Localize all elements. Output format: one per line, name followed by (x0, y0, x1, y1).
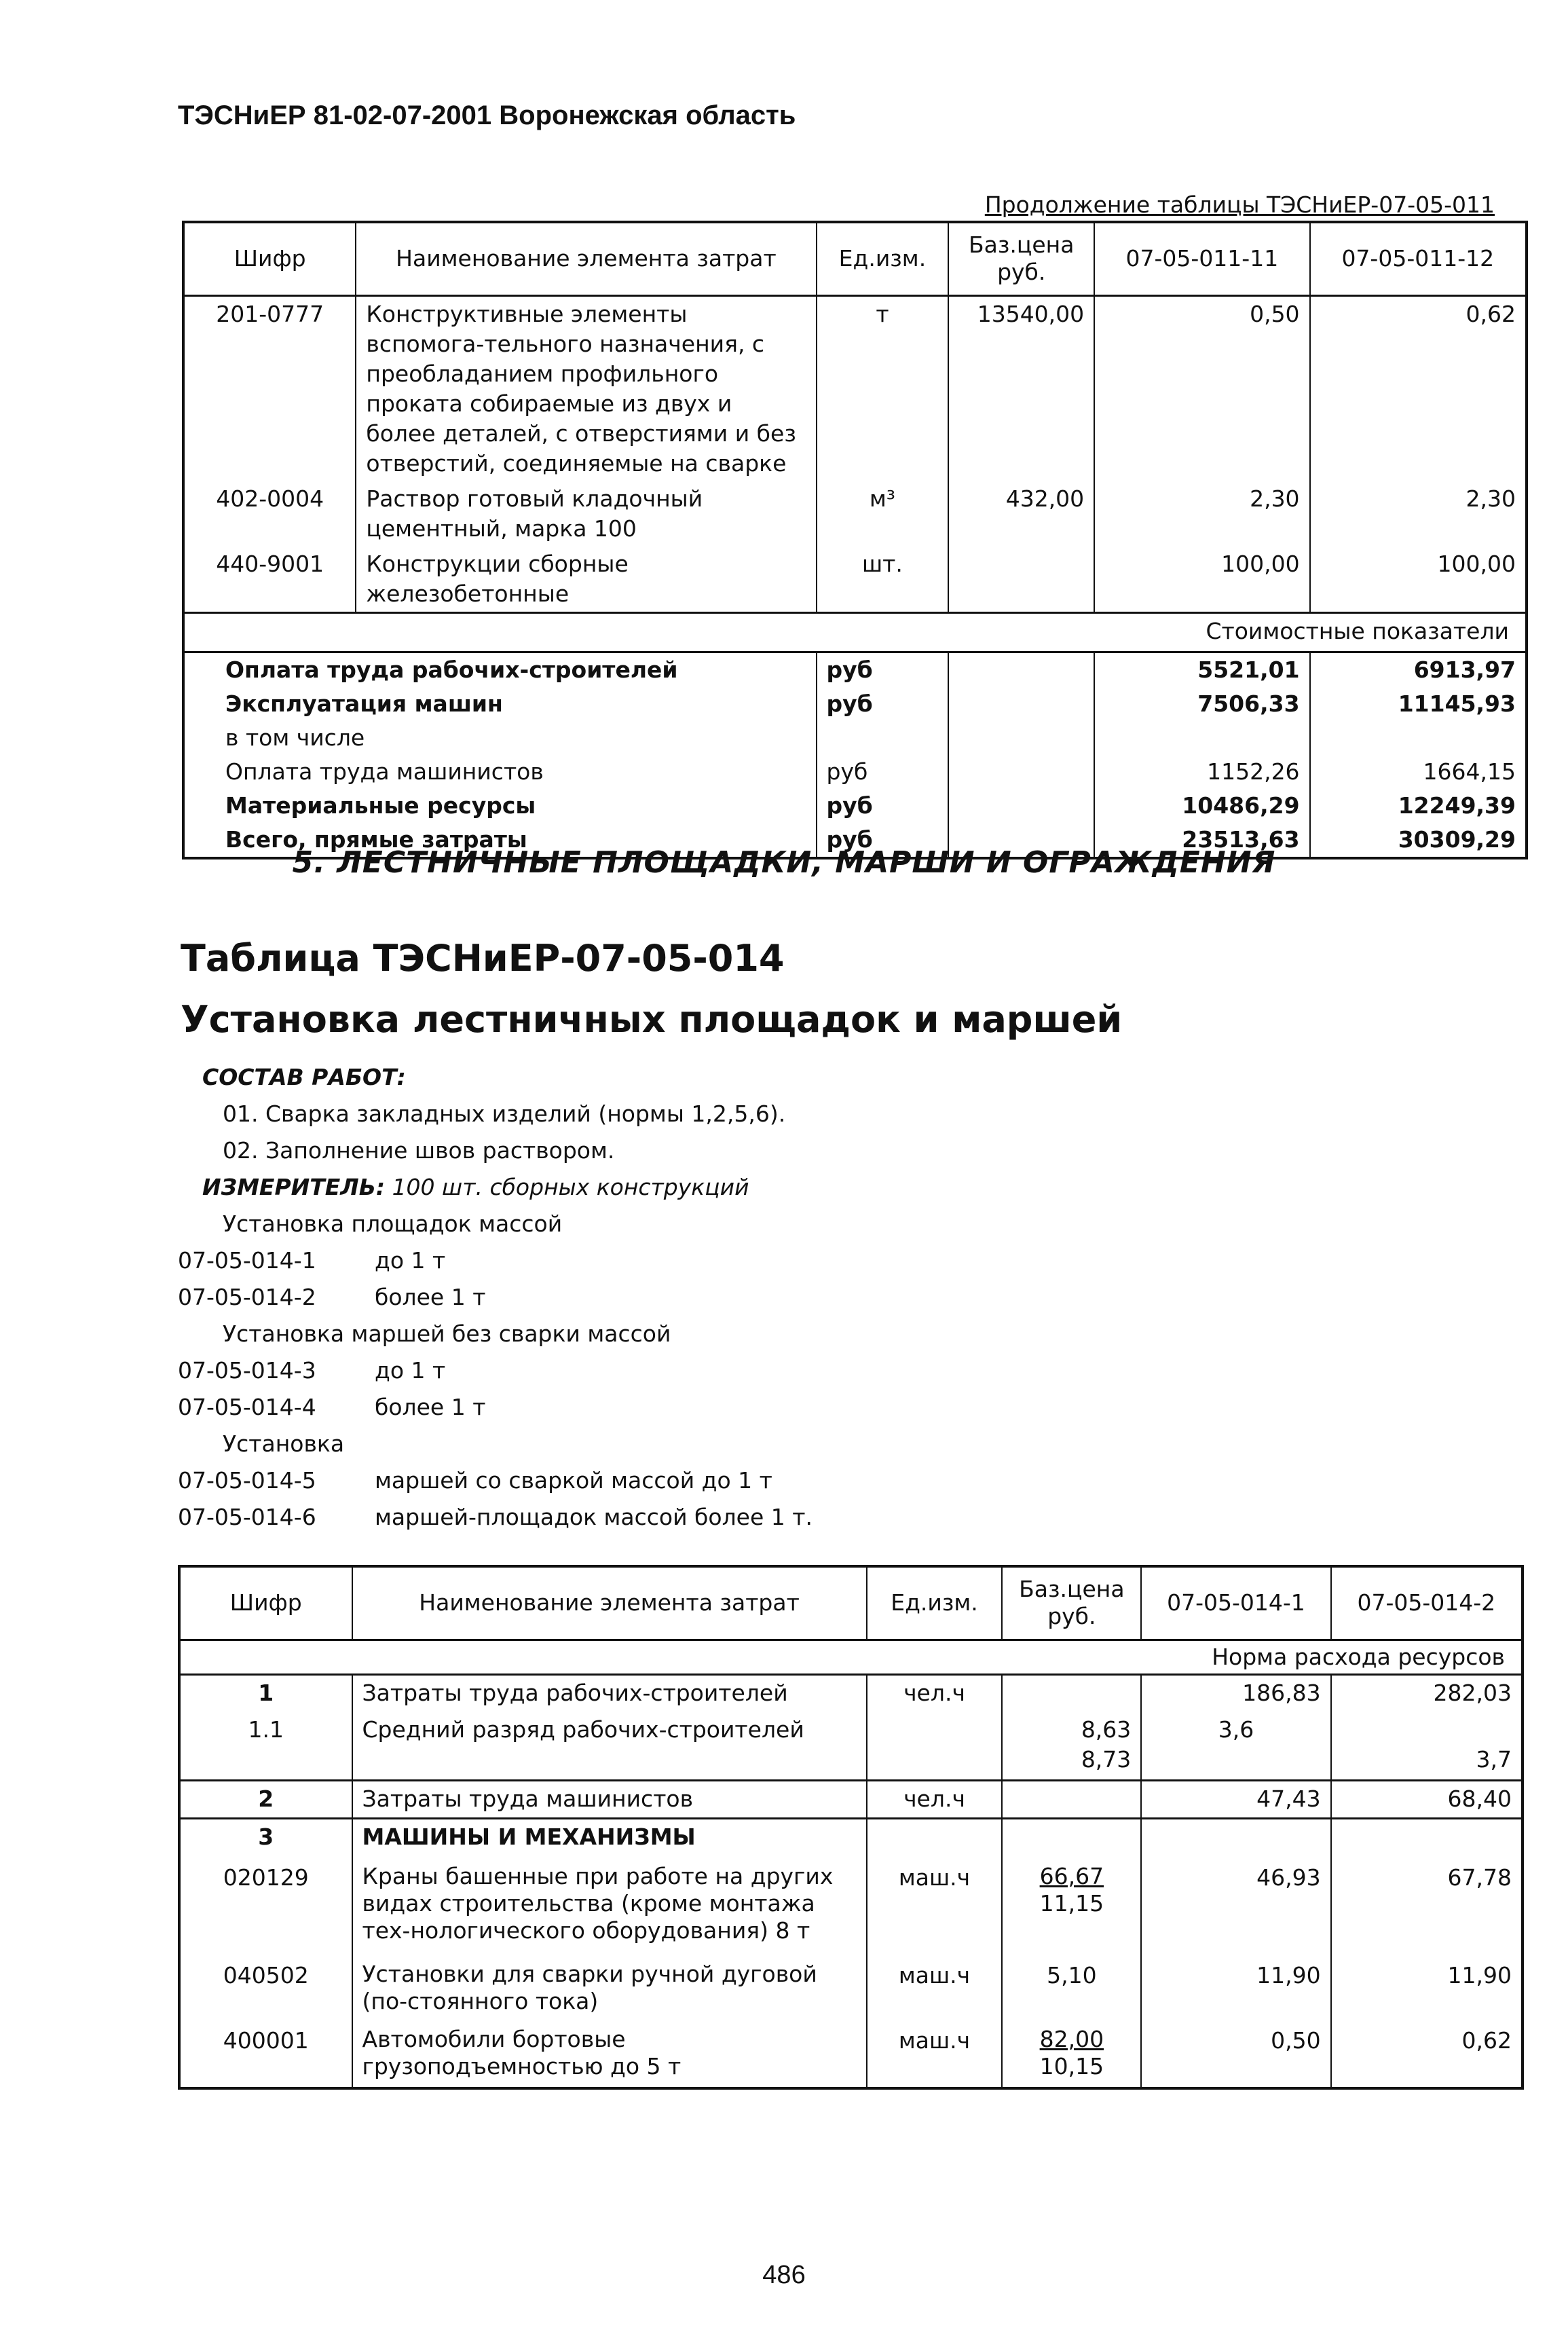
cost-name: Оплата труда рабочих-строителей (183, 652, 817, 687)
row-unit: маш.ч (867, 1958, 1003, 2023)
row-name: Затраты труда рабочих-строителей (352, 1674, 867, 1712)
row-code: 400001 (179, 2023, 352, 2088)
cost-value-1: 23513,63 (1094, 823, 1309, 858)
row-value-1: 0,50 (1094, 295, 1309, 481)
meter-label: ИЗМЕРИТЕЛЬ: (202, 1174, 386, 1200)
work-composition-label: СОСТАВ РАБОТ: (202, 1064, 406, 1090)
cost-name: Материальные ресурсы (183, 789, 817, 823)
row-value-1: 46,93 (1141, 1860, 1330, 1958)
row-price-b: 11,15 (1039, 1890, 1104, 1917)
row-name: Средний разряд рабочих-строителей (352, 1712, 867, 1780)
col-price: Баз.цена руб. (948, 222, 1094, 295)
cost-name: Оплата труда машинистов (183, 755, 817, 789)
cost-unit: руб (817, 652, 949, 687)
cost-value-1: 1152,26 (1094, 755, 1309, 789)
group-label: Установка площадок массой (223, 1210, 563, 1237)
cost-value-2: 1664,15 (1310, 755, 1527, 789)
row-value-1: 2,30 (1094, 481, 1309, 547)
row-name: Установки для сварки ручной дуговой (по-стоянного тока) (352, 1958, 867, 2023)
col-code: Шифр (183, 222, 356, 295)
row-value-2: 282,03 (1331, 1674, 1523, 1712)
cost-value-1: 10486,29 (1094, 789, 1309, 823)
row-value-1: 47,43 (1141, 1780, 1330, 1818)
norm-text: до 1 т (375, 1357, 446, 1384)
row-value-1: 100,00 (1094, 547, 1309, 613)
table-row (183, 547, 1527, 613)
norm-text: более 1 т (375, 1284, 486, 1310)
row-name: Конструкции сборные железобетонные (356, 547, 816, 613)
row-price-b: 8,73 (1081, 1746, 1132, 1773)
row-value-1: 3,6 (1218, 1716, 1254, 1743)
table-row (183, 295, 1527, 481)
cost-name: Всего, прямые затраты (183, 823, 817, 858)
row-code: 201-0777 (183, 295, 356, 481)
norm-code: 07-05-014-2 (178, 1284, 316, 1310)
cost-value-1: 5521,01 (1094, 652, 1309, 687)
table-row (179, 1712, 1523, 1780)
table-row (179, 1780, 1523, 1818)
work-description (178, 1059, 813, 1536)
cost-value-2 (1310, 721, 1527, 755)
cost-unit: руб (817, 687, 949, 721)
norm-text: более 1 т (375, 1394, 486, 1420)
row-value-2: 0,62 (1310, 295, 1527, 481)
row-name: Автомобили бортовые грузоподъемностью до 5 т (352, 2023, 867, 2088)
row-price: 13540,00 (948, 295, 1094, 481)
norm-code: 07-05-014-3 (178, 1357, 316, 1384)
row-price: 432,00 (948, 481, 1094, 547)
row-price-a: 66,67 (1039, 1863, 1104, 1889)
row-code: 440-9001 (183, 547, 356, 613)
row-unit: маш.ч (867, 1860, 1003, 1958)
row-value-1: 11,90 (1141, 1958, 1330, 2023)
table-row (183, 721, 1527, 755)
section-title: 5. ЛЕСТНИЧНЫЕ ПЛОЩАДКИ, МАРШИ И ОГРАЖДЕНИЯ (292, 845, 1276, 880)
group-label: Установка маршей без сварки массой (223, 1320, 671, 1347)
norm-code: 07-05-014-5 (178, 1467, 316, 1494)
cost-name: в том числе (183, 721, 817, 755)
cost-value-2: 6913,97 (1310, 652, 1527, 687)
row-code: 020129 (179, 1860, 352, 1958)
row-code: 1 (179, 1674, 352, 1712)
row-code: 3 (179, 1818, 352, 1860)
row-value-2: 68,40 (1331, 1780, 1523, 1818)
col-norm-1: 07-05-014-1 (1141, 1566, 1330, 1640)
col-code: Шифр (179, 1566, 352, 1640)
row-value-2: 0,62 (1331, 2023, 1523, 2088)
table-row (179, 1674, 1523, 1712)
page-number: 486 (762, 2261, 806, 2289)
row-value-2: 3,7 (1476, 1746, 1512, 1773)
col-norm-12: 07-05-011-12 (1310, 222, 1527, 295)
table-row (179, 1958, 1523, 2023)
row-value-1: 186,83 (1141, 1674, 1330, 1712)
col-unit: Ед.изм. (867, 1566, 1003, 1640)
table-row (183, 687, 1527, 721)
col-name: Наименование элемента затрат (356, 222, 816, 295)
norm-code: 07-05-014-6 (178, 1504, 316, 1530)
row-price-a: 82,00 (1039, 2026, 1104, 2052)
row-value-1: 0,50 (1141, 2023, 1330, 2088)
row-name: МАШИНЫ И МЕХАНИЗМЫ (352, 1818, 867, 1860)
row-unit: м³ (817, 481, 949, 547)
row-code: 040502 (179, 1958, 352, 2023)
row-price (1002, 1674, 1141, 1712)
section-label: Стоимостные показатели (183, 612, 1527, 652)
section-label: Норма расхода ресурсов (179, 1640, 1523, 1674)
table-row (183, 652, 1527, 687)
row-price-b: 10,15 (1039, 2053, 1104, 2079)
cost-name: Эксплуатация машин (183, 687, 817, 721)
cost-unit: руб (817, 823, 949, 858)
cost-unit: руб (817, 755, 949, 789)
col-name: Наименование элемента затрат (352, 1566, 867, 1640)
row-price: 5,10 (1002, 1958, 1141, 2023)
resource-table-014 (178, 1565, 1524, 2090)
row-unit: маш.ч (867, 2023, 1003, 2088)
cost-value-2: 11145,93 (1310, 687, 1527, 721)
meter-value: 100 шт. сборных конструкций (392, 1174, 749, 1200)
cost-value-1: 7506,33 (1094, 687, 1309, 721)
row-name: Краны башенные при работе на других видах строительства (кроме монтажа тех-нологического оборудования) 8 т (352, 1860, 867, 1958)
row-value-2: 11,90 (1331, 1958, 1523, 2023)
cost-unit: руб (817, 789, 949, 823)
norm-text: маршей-площадок массой более 1 т. (375, 1504, 813, 1530)
row-value-2: 67,78 (1331, 1860, 1523, 1958)
table-row (183, 789, 1527, 823)
row-name: Затраты труда машинистов (352, 1780, 867, 1818)
table-row (179, 1860, 1523, 1958)
cost-table-011 (182, 221, 1528, 859)
group-label: Установка (223, 1430, 345, 1457)
row-name: Раствор готовый кладочный цементный, марка 100 (356, 481, 816, 547)
table-row (179, 1818, 1523, 1860)
row-code: 402-0004 (183, 481, 356, 547)
col-price: Баз.цена руб. (1002, 1566, 1141, 1640)
row-name: Конструктивные элементы вспомога-тельного назначения, с преобладанием профильного проката собираемые из двух и более деталей, с отверстиями и без отверстий, соединяемые на сварке (356, 295, 816, 481)
row-unit: чел.ч (867, 1674, 1003, 1712)
row-value-2: 100,00 (1310, 547, 1527, 613)
col-norm-11: 07-05-011-11 (1094, 222, 1309, 295)
table-subtitle: Установка лестничных площадок и маршей (181, 998, 1123, 1041)
col-unit: Ед.изм. (817, 222, 949, 295)
cost-value-1 (1094, 721, 1309, 755)
row-price (948, 547, 1094, 613)
table-continuation-note: Продолжение таблицы ТЭСНиЕР-07-05-011 (984, 191, 1495, 218)
row-unit: т (817, 295, 949, 481)
cost-value-2: 12249,39 (1310, 789, 1527, 823)
work-item: 02. Заполнение швов раствором. (223, 1137, 615, 1164)
row-value-2: 2,30 (1310, 481, 1527, 547)
table-title: Таблица ТЭСНиЕР-07-05-014 (181, 937, 785, 980)
cost-value-2: 30309,29 (1310, 823, 1527, 858)
table-row (183, 481, 1527, 547)
cost-unit (817, 721, 949, 755)
document-header: ТЭСНиЕР 81-02-07-2001 Воронежская область (178, 100, 796, 130)
table-row (183, 755, 1527, 789)
norm-text: до 1 т (375, 1247, 446, 1274)
col-norm-2: 07-05-014-2 (1331, 1566, 1523, 1640)
row-code: 2 (179, 1780, 352, 1818)
norm-code: 07-05-014-4 (178, 1394, 316, 1420)
norm-text: маршей со сваркой массой до 1 т (375, 1467, 772, 1494)
row-code: 1.1 (179, 1712, 352, 1780)
table-row (179, 2023, 1523, 2088)
row-unit: чел.ч (867, 1780, 1003, 1818)
row-price-a: 8,63 (1081, 1716, 1132, 1743)
norm-code: 07-05-014-1 (178, 1247, 316, 1274)
work-item: 01. Сварка закладных изделий (нормы 1,2,5,6). (223, 1101, 786, 1127)
row-unit: шт. (817, 547, 949, 613)
